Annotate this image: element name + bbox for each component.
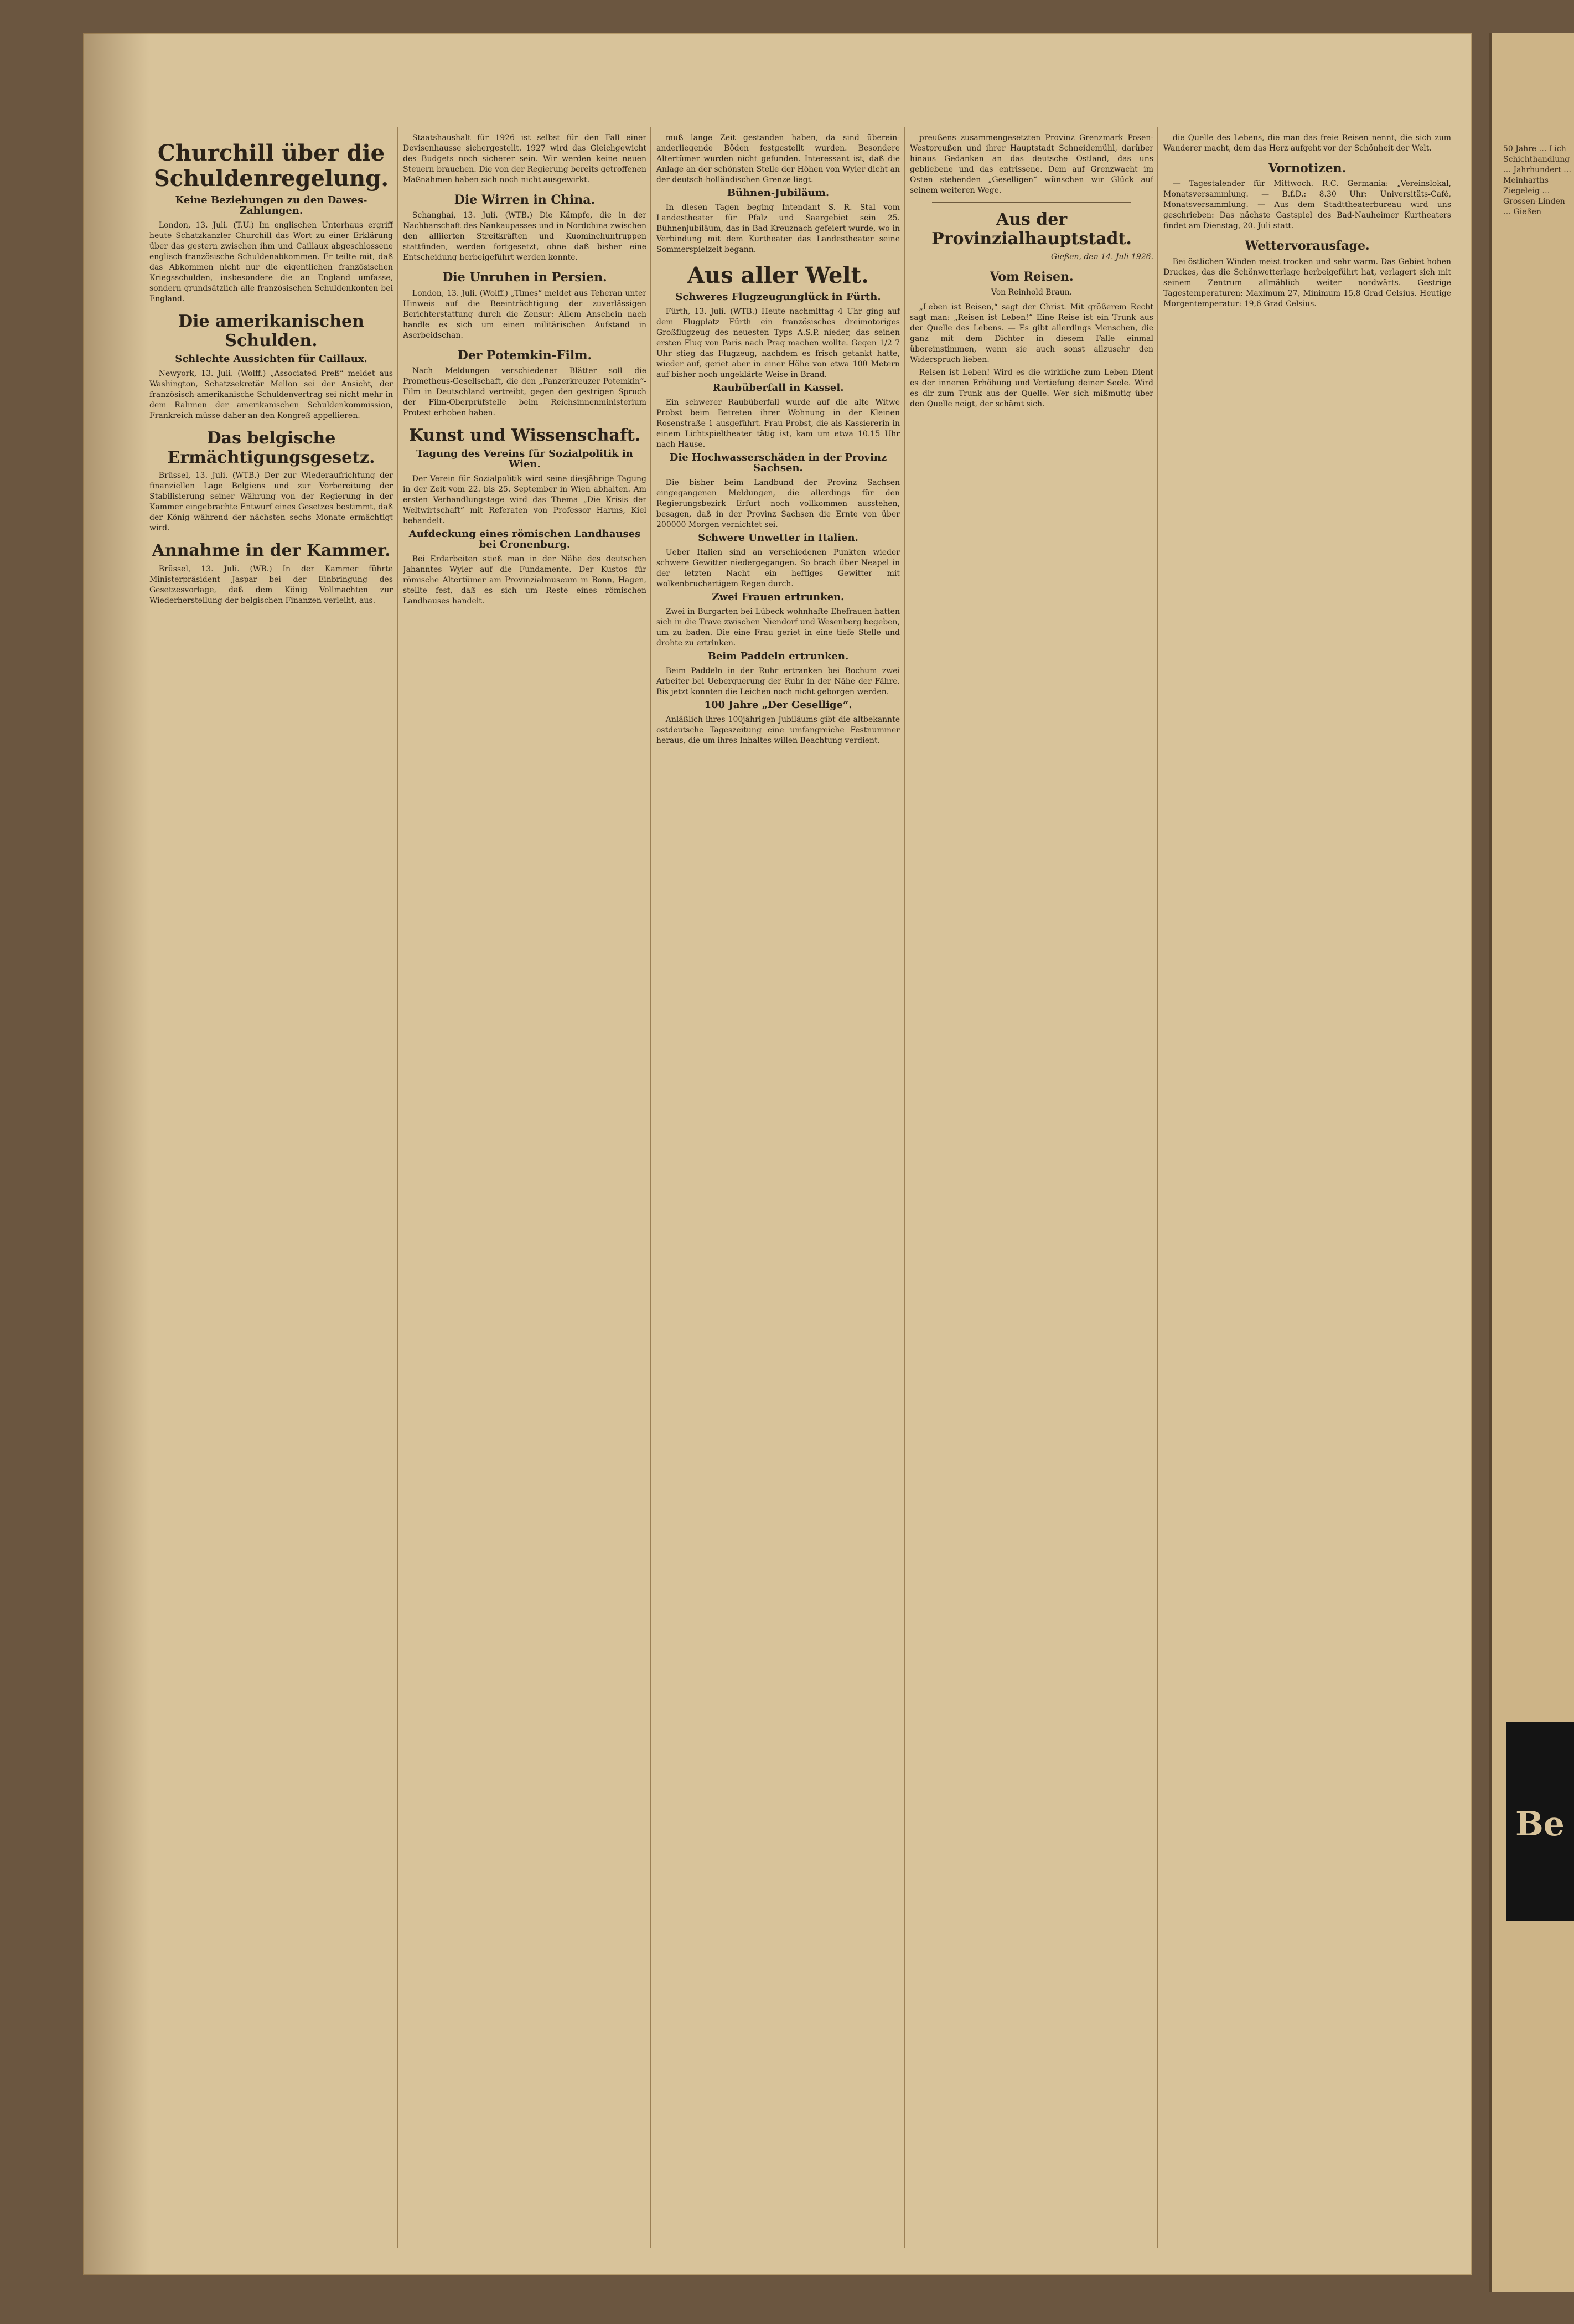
article-heading: Die amerikanischen Schulden. xyxy=(178,312,364,350)
article-body: In diesen Tagen beging Intendant S. R. Stal vom Landestheater für Pfalz und Saargebiet sein 25. Bühnenjubiläum, das in Bad Kreuznach gefeiert wurde, wo in Verbindung mit dem Kurtheater das Landestheater seine Sommerspielzeit begann. xyxy=(656,203,900,254)
article-heading: Das belgische Ermächtigungsgesetz. xyxy=(167,428,375,467)
column-1 xyxy=(149,133,393,2237)
article-subheading: Schlechte Aussichten für Caillaux. xyxy=(175,353,367,365)
article-body: Fürth, 13. Juli. (WTB.) Heute nachmittag 4 Uhr ging auf dem Flugplatz Fürth ein französisches dreimotoriges Großflugzeug des neuesten Typs A.S.P. nieder, das seinen ersten Flug von Paris nach Prag machen wollte. Gegen 1/2 7 Uhr stieg das Flugzeug, nachdem es frisch getankt hatte, wieder auf, geriet aber in einer Höhe von etwa 100 Metern auf bisher noch ungeklärte Weise in Brand. xyxy=(656,307,900,379)
article-subheading: Beim Paddeln ertrunken. xyxy=(707,650,849,662)
article-body: — Tagestalender für Mittwoch. R.C. Germania: „Vereinslokal, Monatsversammlung. — B.f.D.: 8.30 Uhr: Universitäts-Café, Monatsversammlung. — Aus dem Stadttheaterbureau wird uns geschrieben: Das nächste Gastspiel des Bad-Nauheimer Kurtheaters findet am Dienstag, 20. Juli statt. xyxy=(1163,179,1451,231)
article-body: London, 13. Juli. (T.U.) Im englischen Unterhaus ergriff heute Schatzkanzler Churchill das Wort zu einer Erklärung über das gestern zwischen ihm und Caillaux abgeschlossene englisch-französische Schuldenabkommen. Er teilte mit, daß das Abkommen nicht nur die eigentlichen französischen Kriegsschulden, insbesondere die an England umfasse, sondern grundsätzlich alle französischen Schuldenkonten bei England. xyxy=(149,221,393,303)
article-subheading: Die Hochwasserschäden in der Provinz Sachsen. xyxy=(669,452,887,474)
article-heading: Wettervorausfage. xyxy=(1245,239,1370,254)
article-body: Ein schwerer Raubüberfall wurde auf die alte Witwe Probst beim Betreten ihrer Wohnung in der Kleinen Rosenstraße 1 ausgeführt. Frau Probst, die als Kassiererin in einem Lichtspieltheater tätig ist, kam um etwa 10.15 Uhr nach Hause. xyxy=(656,398,900,449)
article-body: Staatshaushalt für 1926 ist selbst für den Fall einer Devisenhausse sichergestellt. 1927 wird das Gleichgewicht des Budgets noch sicherer sein. Wir werden keine neuen Steuern brauchen. Die von der Regierung bereits getroffenen Maßnahmen haben sich noch nicht ausgewirkt. xyxy=(403,133,646,184)
article-body: Reisen ist Leben! Wird es die wirkliche zum Leben Dient es der inneren Erhöhung und Vertiefung deiner Seele. Wird es dir zum Trunk aus der Quelle. Wer sich mißmutig über den Quelle neigt, der schämt sich. xyxy=(910,368,1153,409)
article-body: Zwei in Burgarten bei Lübeck wohnhafte Ehefrauen hatten sich in die Trave zwischen Niendorf und Wesenberg begeben, um zu baden. Die eine Frau geriet in eine tiefe Stelle und drohte zu ertrinken. xyxy=(656,607,900,648)
section-heading: Aus aller Welt. xyxy=(687,262,869,288)
article-subheading: Schweres Flugzeugunglück in Fürth. xyxy=(675,291,881,303)
article-body: Bei östlichen Winden meist trocken und sehr warm. Das Gebiet hohen Druckes, das die Schönwetterlage herbeigeführt hat, verlagert sich mit seinem Zentrum allmählich weiter nordwärts. Gestrige Tagestemperaturen: Maximum 27, Minimum 15,8 Grad Celsius. Heutige Morgentemperatur: 19,6 Grad Celsius. xyxy=(1163,257,1451,308)
adjacent-page-black-box xyxy=(1506,1722,1574,1921)
article-body: Beim Paddeln in der Ruhr ertranken bei Bochum zwei Arbeiter bei Ueberquerung der Ruhr in der Nähe der Fähre. Bis jetzt konnten die Leichen noch nicht geborgen werden. xyxy=(656,667,900,696)
article-heading: Der Potemkin-Film. xyxy=(457,348,592,363)
dateline: Gießen, den 14. Juli 1926. xyxy=(1050,252,1153,261)
column-rule xyxy=(397,127,398,2248)
article-subheading: Schwere Unwetter in Italien. xyxy=(698,532,858,544)
section-heading: Kunst und Wissenschaft. xyxy=(408,425,641,445)
section-heading: Aus der Provinzialhauptstadt. xyxy=(931,210,1132,249)
column-4 xyxy=(910,133,1153,2237)
article-heading: Vornotizen. xyxy=(1268,161,1347,175)
article-body: Der Verein für Sozialpolitik wird seine diesjährige Tagung in der Zeit vom 22. bis 25. September in Wien abhalten. Am ersten Verhandlungstage wird das Thema „Die Krisis der Weltwirtschaft“ mit Referaten von Professor Harms, Kiel behandelt. xyxy=(403,474,646,526)
article-body: die Quelle des Lebens, die man das freie Reisen nennt, die sich zum Wanderer macht, dem das Herz aufgeht vor der Schönheit der Welt. xyxy=(1163,133,1451,153)
column-rule xyxy=(1157,127,1158,2248)
article-body: Bei Erdarbeiten stieß man in der Nähe des deutschen Jahanntes Wyler auf die Fundamente. Der Kustos für römische Altertümer am Provinzialmuseum in Bonn, Hagen, stellte fest, daß es sich um Reste eines römischen Landhauses handelt. xyxy=(403,555,646,606)
article-body: Schanghai, 13. Juli. (WTB.) Die Kämpfe, die in der Nachbarschaft des Nankaupasses und in Nordchina zwischen den alliierten Streitkräften und Kuominchuntruppen stattfinden, werden fortgesetzt, ohne daß bisher eine Entscheidung herbeigeführt werden konnte. xyxy=(403,211,646,262)
article-subheading: Tagung des Vereins für Sozialpolitik in Wien. xyxy=(416,448,633,471)
article-subheading: Keine Beziehungen zu den Dawes-Zahlungen. xyxy=(175,194,367,216)
article-body: Anläßlich ihres 100jährigen Jubiläums gibt die altbekannte ostdeutsche Tageszeitung eine umfangreiche Festnummer heraus, die um ihres Inhaltes willen Beachtung verdient. xyxy=(656,715,900,745)
article-subheading: Zwei Frauen ertrunken. xyxy=(712,591,845,603)
article-body: „Leben ist Reisen,“ sagt der Christ. Mit größerem Recht sagt man: „Reisen ist Leben!“ Eine Reise ist ein Trunk aus der Quelle des Lebens. — Es gibt allerdings Menschen, die ganz mit dem Dichter in diesem Falle einmal übereinstimmen, wenn sie auch sonst allzusehr den Widerspruch lieben. xyxy=(910,303,1153,365)
article-body: London, 13. Juli. (Wolff.) „Times“ meldet aus Teheran unter Hinweis auf die Beeinträchtigung der zuverlässigen Berichterstattung durch die Zensur: Allem Anschein nach handle es sich um einen militärischen Aufstand in Aserbeidschan. xyxy=(403,288,646,340)
article-subheading: 100 Jahre „Der Gesellige“. xyxy=(704,699,852,711)
column-3 xyxy=(656,133,900,2237)
article-heading: Vom Reisen. xyxy=(990,270,1074,284)
article-body: Ueber Italien sind an verschiedenen Punkten wieder schwere Gewitter niedergegangen. So brach über Neapel in der letzten Nacht ein heftiges Gewitter mit wolkenbruchartigem Regen durch. xyxy=(656,548,900,588)
adjacent-page-text: 50 Jahre … Lich Schichthandlung … Jahrhundert … Meinharths Ziegeleig … Grossen-Linden … Gießen xyxy=(1503,144,1572,216)
article-body: Brüssel, 13. Juli. (WTB.) Der zur Wiederaufrichtung der finanziellen Lage Belgiens und zur Vorbereitung der Stabilisierung seiner Währung von der Regierung in der Kammer eingebrachte Entwurf eines Gesetzes bestimmt, daß der König während der nächsten sechs Monate ermächtigt wird. xyxy=(149,471,393,533)
article-heading: Annahme in der Kammer. xyxy=(152,541,391,560)
binding-shadow xyxy=(83,33,149,2275)
article-body: Die bisher beim Landbund der Provinz Sachsen eingegangenen Meldungen, die allerdings für den Regierungsbezirk Erfurt noch vollkommen ausstehen, besagen, daß in der Provinz Sachsen die Ernte von über 200000 Morgen vernichtet sei. xyxy=(656,478,900,529)
article-heading: Die Unruhen in Persien. xyxy=(442,270,607,285)
article-body: Brüssel, 13. Juli. (WB.) In der Kammer führte Ministerpräsident Jaspar bei der Einbringung des Gesetzesvorlage, daß dem König Vollmachten zur Wiederherstellung der belgischen Finanzen verleiht, aus. xyxy=(149,564,393,605)
column-rule xyxy=(904,127,905,2248)
article-body: Nach Meldungen verschiedener Blätter soll die Prometheus-Gesellschaft, die den „Panzerkreuzer Potemkin“-Film in Deutschland vertreibt, gegen den gestrigen Spruch der Film-Oberprüfstelle beim Reichsinnenministerium Protest erhoben haben. xyxy=(403,366,646,417)
column-2 xyxy=(403,133,646,2237)
article-subheading: Raubüberfall in Kassel. xyxy=(712,382,844,394)
article-body: muß lange Zeit gestanden haben, da sind überein-anderliegende Böden festgestellt wurden. Besondere Altertümer wurden nicht gefunden. Interessant ist, daß die Anlage an der schönsten Stelle der Höhen von Wyler dicht an der deutsch-holländischen Grenze liegt. xyxy=(656,133,900,184)
article-heading: Churchill über die Schuldenregelung. xyxy=(153,140,389,192)
article-body: preußens zusammengesetzten Provinz Grenzmark Posen-Westpreußen und ihrer Hauptstadt Schneidemühl, darüber hinaus Gedanken an das deutsche Ostland, das uns gebliebene und das entrissene. Dem auf Grenzwacht im Osten stehenden „Geselligen“ wünschen wir Glück auf seinem weiteren Wege. xyxy=(910,133,1153,195)
byline: Von Reinhold Braun. xyxy=(991,288,1073,297)
adjacent-page xyxy=(1489,33,1574,2292)
divider xyxy=(932,202,1131,203)
article-subheading: Aufdeckung eines römischen Landhauses bei Cronenburg. xyxy=(408,528,641,551)
article-body: Newyork, 13. Juli. (Wolff.) „Associated Preß“ meldet aus Washington, Schatzsekretär Mellon sei der Ansicht, der französisch-amerikanische Schuldenvertrag sei nicht mehr in dem Rahmen der amerikanischen Schuldenkommission, Frankreich müsse daher an den Kongreß appellieren. xyxy=(149,369,393,420)
adjacent-page-box-label: Be xyxy=(1515,1805,1565,1843)
column-5 xyxy=(1163,133,1451,2237)
article-heading: Die Wirren in China. xyxy=(454,193,596,207)
column-rule xyxy=(650,127,651,2248)
article-subheading: Bühnen-Jubiläum. xyxy=(727,187,830,199)
